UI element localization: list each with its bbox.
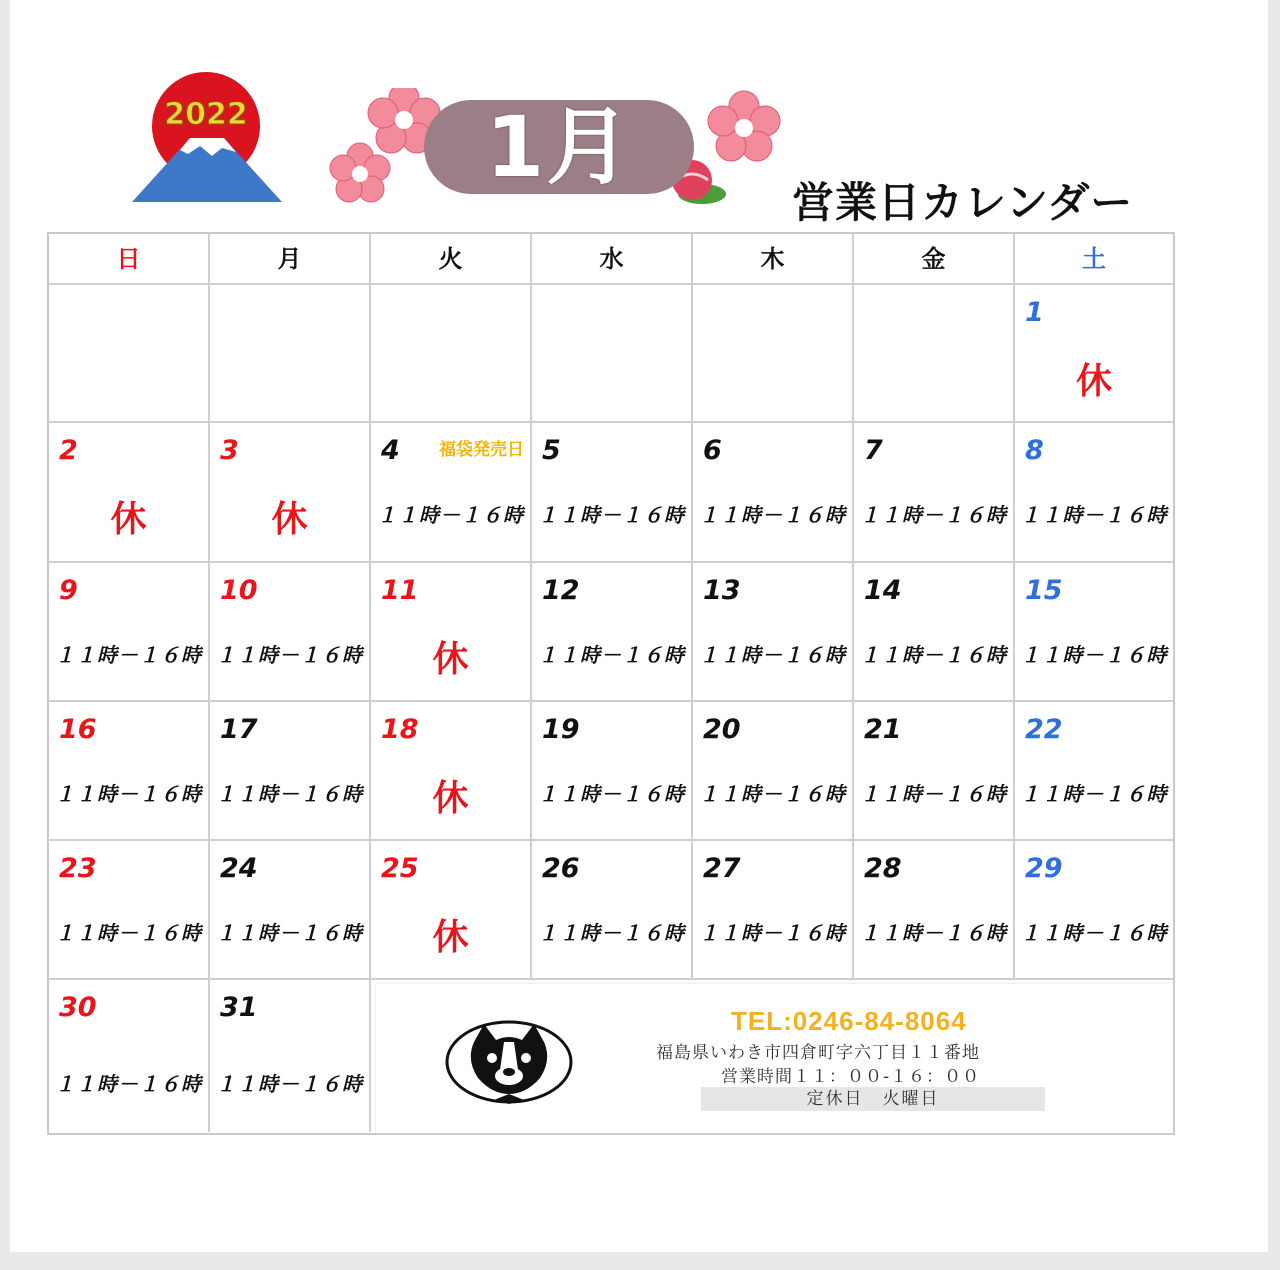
day-number: 7 [864,435,883,466]
empty-day-cell [210,285,371,423]
day-number: 3 [220,435,239,466]
open-hours: １１時－１６時 [55,782,202,806]
day-number: 14 [864,575,902,606]
day-cell [854,841,1015,980]
day-number: 9 [59,575,78,606]
day-number: 29 [1025,853,1063,884]
empty-day-cell [49,285,210,423]
shop-regular-holiday: 定休日 火曜日 [806,1089,940,1109]
day-cell [693,841,854,980]
day-number: 20 [703,714,741,745]
weekday-header: 土 [1015,234,1173,285]
weekday-header: 月 [210,234,371,285]
open-hours: １１時－１６時 [538,782,685,806]
empty-day-cell [371,285,532,423]
shop-address: 福島県いわき市四倉町字六丁目１１番地 [656,1043,980,1063]
day-number: 26 [542,853,580,884]
empty-day-cell [693,285,854,423]
day-cell [210,563,371,702]
day-cell [854,702,1015,841]
day-cell [49,423,210,563]
day-number: 5 [542,435,561,466]
open-hours: １１時－１６時 [55,1072,202,1096]
day-cell [532,563,693,702]
day-number: 1 [1025,297,1044,328]
open-hours: １１時－１６時 [860,643,1007,667]
shop-tel: TEL:0246-84-8064 [731,1006,967,1036]
day-number: 12 [542,575,580,606]
open-hours: １１時－１６時 [377,503,524,527]
open-hours: １１時－１６時 [860,921,1007,945]
day-cell [1015,285,1173,423]
boston-terrier-logo [444,1020,574,1106]
day-number: 15 [1025,575,1063,606]
day-cell [854,423,1015,563]
calendar-title: 営業日カレンダー [792,178,1134,227]
day-cell [693,702,854,841]
day-note: 福袋発売日 [439,440,524,460]
day-number: 22 [1025,714,1063,745]
day-number: 4 [381,435,400,466]
day-number: 17 [220,714,258,745]
day-cell [210,980,371,1132]
day-cell [49,563,210,702]
weekday-header: 木 [693,234,854,285]
open-hours: １１時－１６時 [1020,782,1168,806]
open-hours: １１時－１６時 [216,782,363,806]
day-number: 11 [381,575,419,606]
day-number: 2 [59,435,78,466]
weekday-header: 水 [532,234,693,285]
open-hours: １１時－１６時 [538,503,685,527]
day-number: 21 [864,714,902,745]
shop-info-box [372,981,1173,1133]
open-hours: １１時－１６時 [1020,503,1168,527]
open-hours: １１時－１６時 [699,643,846,667]
closed-label: 休 [1075,361,1112,402]
day-cell [49,841,210,980]
day-number: 23 [59,853,97,884]
closed-label: 休 [110,499,147,540]
calendar-grid [47,232,1175,1135]
day-number: 6 [703,435,722,466]
open-hours: １１時－１６時 [860,503,1007,527]
day-cell [49,980,210,1132]
day-number: 27 [703,853,741,884]
open-hours: １１時－１６時 [860,782,1007,806]
open-hours: １１時－１６時 [55,921,202,945]
day-cell [532,423,693,563]
day-cell [693,423,854,563]
day-cell [1015,841,1173,980]
day-cell [1015,702,1173,841]
day-cell [371,563,532,702]
year-label: 2022 [164,97,248,132]
closed-label: 休 [432,639,469,680]
open-hours: １１時－１６時 [699,921,846,945]
day-number: 8 [1025,435,1044,466]
day-cell [532,702,693,841]
shop-business-hours: 営業時間１１：００‐１６：００ [721,1067,981,1087]
day-cell [854,563,1015,702]
open-hours: １１時－１６時 [699,782,846,806]
open-hours: １１時－１６時 [1020,643,1168,667]
weekday-header: 金 [854,234,1015,285]
day-cell [371,423,532,563]
day-number: 13 [703,575,741,606]
closed-label: 休 [432,917,469,958]
day-number: 19 [542,714,580,745]
day-cell [371,702,532,841]
closed-label: 休 [271,499,308,540]
day-number: 28 [864,853,902,884]
weekday-header: 日 [49,234,210,285]
day-cell [1015,423,1173,563]
day-cell [371,841,532,980]
day-cell [693,563,854,702]
day-cell [210,702,371,841]
open-hours: １１時－１６時 [1020,921,1168,945]
fuji-2022-icon [132,70,282,206]
day-cell [1015,563,1173,702]
day-cell [210,841,371,980]
open-hours: １１時－１６時 [216,643,363,667]
open-hours: １１時－１６時 [216,1072,363,1096]
open-hours: １１時－１６時 [538,921,685,945]
open-hours: １１時－１６時 [538,643,685,667]
weekday-header: 火 [371,234,532,285]
closed-label: 休 [432,778,469,819]
day-number: 10 [220,575,258,606]
day-number: 25 [381,853,419,884]
day-number: 18 [381,714,419,745]
empty-day-cell [532,285,693,423]
day-number: 16 [59,714,97,745]
day-number: 31 [220,992,258,1023]
day-cell [532,841,693,980]
month-title: 1月 [485,98,633,196]
day-cell [210,423,371,563]
empty-day-cell [854,285,1015,423]
day-number: 24 [220,853,258,884]
day-number: 30 [59,992,97,1023]
open-hours: １１時－１６時 [55,643,202,667]
open-hours: １１時－１６時 [216,921,363,945]
day-cell [49,702,210,841]
open-hours: １１時－１６時 [699,503,846,527]
